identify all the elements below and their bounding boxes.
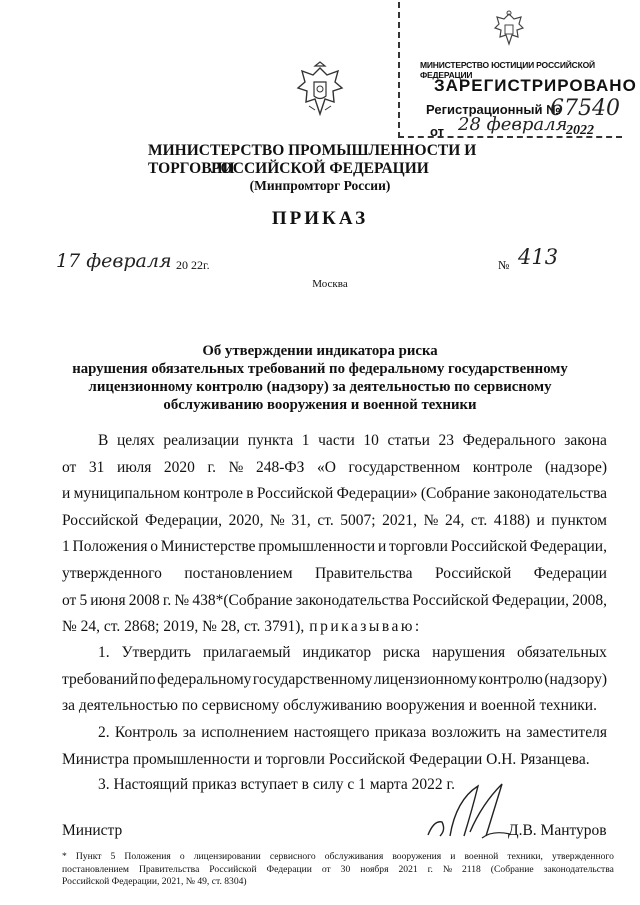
preamble-paragraph	[62, 428, 607, 641]
text-line: 1 Положения о Министерстве промышленности и торговли Российской Федерации,	[62, 538, 607, 556]
title-line: обслуживанию вооружения и военной техники	[163, 397, 477, 413]
order-year: 20 22г.	[176, 258, 210, 272]
order-number: 413	[518, 245, 559, 269]
footnote-line: * Пункт 5 Положения о лицензировании сервисного обслуживания вооружения и военной техники, утвержденного	[62, 851, 614, 862]
title-line: Об утверждении индикатора риска	[202, 343, 438, 359]
signatory-role: Министр	[62, 822, 123, 839]
order-command: приказываю:	[309, 618, 422, 636]
text-line: утвержденного постановлением Правительства Российской Федерации	[62, 564, 607, 582]
text-line: 2. Контроль за исполнением настоящего приказа возложить на заместителя	[98, 724, 607, 741]
stamp-regnum-label: Регистрационный №	[426, 102, 561, 117]
state-emblem-icon	[293, 60, 347, 120]
ministry-name-line1: МИНИСТЕРСТВО ПРОМЫШЛЕННОСТИ И ТОРГОВЛИ	[148, 142, 477, 177]
footnote-line: Российской Федерации, 2021, № 49, ст. 8304)	[62, 876, 247, 888]
text-line: от 31 июля 2020 г. № 248-ФЗ «О государственном контроле (надзоре)	[62, 458, 607, 476]
signatory-name: Д.В. Мантуров	[508, 822, 607, 839]
text-line: требований по федеральному государственному лицензионному контролю (надзору)	[62, 670, 607, 688]
text-line: от 5 июня 2008 г. № 438*(Собрание законодательства Российской Федерации, 2008,	[62, 591, 607, 609]
text-line: за деятельностью по сервисному обслуживанию вооружения и военной техники.	[62, 697, 597, 715]
order-city: Москва	[312, 278, 348, 290]
stamp-year: 2022	[566, 123, 594, 138]
title-line: нарушения обязательных требований по федеральному государственному	[72, 361, 568, 377]
text-line: В целях реализации пункта 1 части 10 статьи 23 Федерального закона	[98, 432, 607, 449]
double-headed-eagle-icon	[492, 10, 526, 50]
text-line	[62, 614, 607, 641]
stamp-registered: ЗАРЕГИСТРИРОВАНО	[434, 76, 637, 95]
text-line: 1. Утвердить прилагаемый индикатор риска нарушения обязательных	[98, 644, 607, 661]
text-line: 3. Настоящий приказ вступает в силу с 1 марта 2022 г.	[98, 776, 455, 793]
ministry-name-line2: РОССИЙСКОЙ ФЕДЕРАЦИИ	[211, 160, 429, 177]
footnote-line: постановлением Правительства Российской Федерации от 30 ноября 2021 г. № 2118 (Собрание законодательства	[62, 863, 614, 875]
document-title	[0, 342, 640, 414]
stamp-date-prefix: от	[430, 124, 444, 139]
order-date: 17 февраля	[56, 250, 172, 272]
stamp-ministry: МИНИСТЕРСТВО ЮСТИЦИИ РОССИЙСКОЙ ФЕДЕРАЦИИ	[420, 60, 595, 80]
ministry-short-name: (Минпромторг России)	[249, 178, 391, 193]
stamp-date: 28 февраля	[458, 114, 568, 135]
text-line: Министра промышленности и торговли Российской Федерации О.Н. Рязанцева.	[62, 750, 590, 768]
title-line: лицензионному контролю (надзору) за деятельностью по сервисному	[88, 379, 552, 395]
text-line: и муниципальном контроле в Российской Федерации» (Собрание законодательства	[62, 485, 607, 503]
document-type: ПРИКАЗ	[271, 208, 369, 229]
footnote	[62, 851, 614, 889]
text-fragment: № 24, ст. 2868; 2019, № 28, ст. 3791),	[62, 618, 305, 636]
stamp-regnum: 67540	[550, 96, 620, 121]
order-item-2	[62, 720, 607, 773]
registration-stamp	[398, 2, 637, 139]
order-item-1	[62, 640, 607, 720]
text-line: Российской Федерации, 2020, № 31, ст. 5007; 2021, № 24, ст. 4188) и пунктом	[62, 511, 607, 529]
order-number-sign: №	[498, 258, 510, 272]
